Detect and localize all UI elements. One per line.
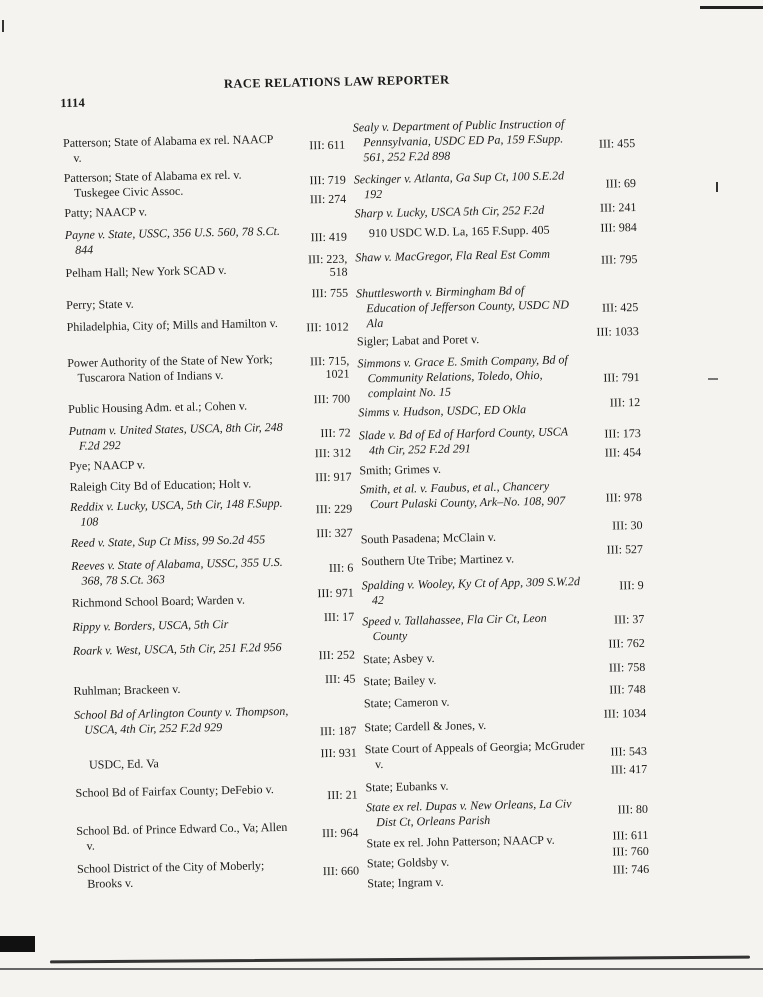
entry-citation: III: 1012 — [306, 319, 349, 335]
entry-name: Pye; NAACP v. — [69, 457, 146, 473]
scan-speck — [2, 20, 4, 32]
entry-name: Power Authority of the State of New York; Tuscarora Nation of Indians v. — [67, 352, 273, 385]
scan-speck — [708, 378, 718, 380]
entry-name: Patterson; State of Alabama ex rel. NAACP v. — [62, 131, 274, 165]
entry-citation: III: 419 — [310, 229, 348, 245]
entry-citation: III: 21 — [327, 787, 358, 803]
entry-citation: III: 417 — [610, 761, 648, 777]
index-entry — [364, 705, 647, 735]
entry-citation: III: 6 — [328, 560, 354, 575]
index-entry — [354, 201, 636, 221]
entry-citation: III: 984 — [600, 220, 637, 235]
index-entry — [67, 351, 350, 386]
entry-citation: III: 45 — [324, 671, 356, 687]
entry-citation: III: 12 — [609, 394, 641, 410]
index-entry — [360, 517, 643, 547]
entry-name: Perry; State v. — [66, 296, 134, 312]
page-number: 1114 — [60, 95, 86, 111]
entry-citation: III: 758 — [608, 659, 646, 675]
index-entry — [71, 554, 354, 589]
index-entry — [354, 167, 637, 202]
entry-citation: III: 719 — [309, 172, 346, 188]
index-entry — [353, 115, 636, 165]
entry-citation: III: 917 — [315, 469, 352, 485]
scan-edge-line-bottom-2 — [0, 968, 763, 970]
entry-name: Smith, et al. v. Faubus, et al., Chancery Court Pulaski County, Ark–No. 108, 907 — [359, 478, 566, 512]
entry-name: Raleigh City Bd of Education; Holt v. — [69, 476, 252, 494]
scan-speck — [716, 182, 718, 192]
entry-name: Shuttlesworth v. Birmingham Bd of Education of Jefferson County, USDC ND Ala — [355, 283, 570, 331]
index-entry — [65, 251, 348, 281]
index-entry — [75, 745, 357, 772]
index-entry — [65, 223, 348, 258]
index-entry — [63, 131, 346, 166]
entry-name: State ex rel. John Patterson; NAACP v. — [366, 832, 555, 851]
index-entry — [70, 495, 353, 530]
entry-name: Sigler; Labat and Poret v. — [356, 332, 480, 349]
entry-name: State; Goldsby v. — [366, 854, 450, 871]
entry-citation: III: 700 — [313, 391, 351, 407]
entry-name: Ruhlman; Brackeen v. — [73, 681, 181, 698]
entry-citation: III: 17 — [323, 609, 355, 625]
entry-name: Reeves v. State of Alabama, USSC, 355 U.S. 368, 78 S.Ct. 363 — [71, 554, 283, 588]
index-entry — [366, 843, 649, 871]
index-entry — [355, 221, 637, 241]
entry-name: Slade v. Bd of Ed of Harford County, USCA 4th Cir, 252 F.2d 291 — [358, 424, 568, 458]
entry-name: Rippy v. Borders, USCA, 5th Cir — [72, 616, 229, 634]
entry-name: Sealy v. Department of Public Instruction of Pennsylvania, USDC ED Pa, 159 F.Supp. 561, 252 F.2d 898 — [352, 116, 565, 165]
index-entry — [66, 285, 349, 313]
entry-citation: III: 425 — [601, 300, 639, 315]
entry-citation: III: 715, 1021 — [309, 353, 350, 382]
entry-citation: III: 72 — [320, 425, 351, 441]
index-entry — [69, 469, 352, 495]
index-entry — [64, 191, 347, 221]
entry-name: State; Asbey v. — [362, 650, 435, 667]
entry-citation: III: 543 — [610, 743, 648, 759]
entry-citation: III: 971 — [317, 585, 354, 601]
index-entry — [366, 795, 649, 830]
entry-citation: III: 755 — [311, 285, 349, 301]
entry-name: Simmons v. Grace E. Smith Company, Bd of Community Relations, Toledo, Ohio, complaint No. 15 — [357, 352, 568, 401]
index-entry — [365, 737, 648, 772]
entry-name: Patterson; State of Alabama ex rel. v. Tuskegee Civic Assoc. — [63, 167, 242, 200]
entry-name: Roark v. West, USCA, 5th Cir, 251 F.2d 956 — [72, 639, 282, 658]
entry-citation: III: 37 — [613, 611, 645, 627]
index-entry — [74, 703, 357, 738]
entry-citation: III: 187 — [319, 723, 357, 739]
entry-name: Smith; Grimes v. — [359, 461, 442, 478]
entry-citation: III: 9 — [619, 577, 644, 593]
index-entry — [357, 351, 640, 401]
entry-name: Pelham Hall; New York SCAD v. — [65, 262, 227, 280]
index-entry — [69, 445, 352, 474]
index-entry — [76, 818, 359, 853]
entry-name: Shaw v. MacGregor, Fla Real Est Comm — [355, 246, 551, 265]
index-entry — [356, 324, 639, 349]
entry-citation: III: 312 — [314, 445, 352, 461]
scan-edge-mark-left — [0, 936, 35, 952]
index-entry — [70, 525, 353, 551]
page-title: RACE RELATIONS LAW REPORTER — [223, 72, 450, 91]
entry-name: School Bd of Arlington County v. Thompson, USCA, 4th Cir, 252 F.2d 929 — [73, 703, 289, 737]
entry-name: Simms v. Hudson, USDC, ED Okla — [358, 402, 527, 420]
entry-name: State; Eubanks v. — [365, 778, 449, 795]
index-entry — [72, 609, 355, 635]
entry-name: Spalding v. Wooley, Ky Ct of App, 309 S.W.2d 42 — [361, 574, 581, 608]
entry-name: Richmond School Board; Warden v. — [71, 592, 246, 610]
entry-name: USDC, Ed. Va — [88, 756, 159, 772]
index-entry — [360, 477, 643, 512]
index-entry — [73, 671, 356, 699]
entry-name: Payne v. State, USSC, 356 U.S. 560, 78 S.Ct. 844 — [64, 223, 281, 257]
entry-citation: III: 1033 — [596, 324, 639, 339]
index-entry — [64, 166, 347, 201]
entry-name: Philadelphia, City of; Mills and Hamilton v. — [66, 315, 278, 334]
entry-citation: III: 611 — [612, 827, 649, 843]
entry-name: Public Housing Adm. et al.; Cohen v. — [68, 398, 248, 416]
entry-citation: III: 30 — [612, 517, 643, 533]
entry-citation: III: 978 — [605, 489, 643, 505]
index-entry — [359, 423, 642, 458]
index-entry — [362, 635, 645, 667]
entry-citation: III: 660 — [322, 863, 360, 879]
index-entry — [359, 444, 642, 478]
index-entry — [66, 315, 348, 335]
entry-citation: III: 229 — [315, 501, 353, 517]
index-entry — [362, 573, 645, 608]
right-index-column — [352, 115, 650, 891]
entry-citation: III: 454 — [604, 444, 642, 460]
entry-citation: III: 223, 518 — [307, 251, 348, 279]
index-entry — [355, 245, 637, 265]
index-entry — [72, 639, 356, 663]
entry-citation: III: 69 — [605, 176, 637, 191]
index-entry — [71, 585, 354, 611]
entry-citation: III: 795 — [600, 252, 638, 267]
index-entry — [75, 780, 358, 803]
index-entry — [358, 394, 641, 420]
entry-citation: III: 241 — [599, 200, 637, 215]
entry-name: Sharp v. Lucky, USCA 5th Cir, 252 F.2d — [354, 202, 545, 221]
entry-citation: III: 1034 — [603, 705, 647, 721]
entry-citation: III: 791 — [603, 369, 640, 385]
index-entry — [68, 391, 351, 417]
entry-name: State; Bailey v. — [363, 672, 437, 689]
entry-name: School District of the City of Moberly; Brooks v. — [76, 858, 265, 891]
entry-name: Patty; NAACP v. — [64, 204, 148, 221]
entry-name: Reed v. State, Sup Ct Miss, 99 So.2d 455 — [70, 532, 266, 550]
index-entry — [68, 419, 351, 454]
entry-citation: III: 252 — [318, 647, 356, 663]
entry-name: 910 USDC W.D. La, 165 F.Supp. 405 — [368, 222, 550, 241]
entry-name: School Bd of Fairfax County; DeFebio v. — [75, 782, 274, 800]
entry-name: Speed v. Tallahassee, Fla Cir Ct, Leon County — [362, 610, 547, 644]
index-entry — [362, 609, 645, 644]
entry-citation: III: 762 — [608, 635, 645, 651]
entry-name: Southern Ute Tribe; Martinez v. — [361, 551, 515, 569]
entry-citation: III: 748 — [609, 681, 646, 697]
entry-citation: III: 173 — [604, 425, 641, 441]
entry-name: State Court of Appeals of Georgia; McGruder v. — [364, 738, 585, 772]
entry-citation: III: 760 — [612, 843, 649, 859]
entry-name: South Pasadena; McClain v. — [360, 529, 497, 547]
entry-citation: III: 611 — [309, 137, 346, 153]
entry-citation: III: 931 — [320, 745, 357, 761]
entry-name: Reddix v. Lucky, USCA, 5th Cir, 148 F.Supp. 108 — [69, 495, 283, 529]
entry-name: Seckinger v. Atlanta, Ga Sup Ct, 100 S.E.2d 192 — [353, 168, 565, 202]
entry-citation: III: 964 — [321, 825, 359, 841]
entry-name: State ex rel. Dupas v. New Orleans, La Civ Dist Ct, Orleans Parish — [365, 796, 572, 830]
entry-name: State; Cameron v. — [363, 694, 450, 711]
left-index-column — [62, 121, 360, 891]
entry-name: State; Ingram v. — [367, 874, 444, 891]
entry-citation: III: 455 — [598, 136, 636, 151]
entry-name: Putnam v. United States, USCA, 8th Cir, 248 F.2d 292 — [68, 419, 283, 453]
entry-name: School Bd. of Prince Edward Co., Va; Allen v. — [76, 819, 288, 853]
entry-citation: III: 746 — [612, 861, 650, 877]
index-entry — [77, 856, 360, 891]
entry-name: State; Cardell & Jones, v. — [364, 718, 487, 735]
index-entry — [361, 541, 644, 569]
index-entry — [365, 761, 648, 795]
entry-citation: III: 80 — [617, 801, 649, 817]
entry-citation: III: 274 — [309, 191, 347, 207]
entry-citation: III: 327 — [316, 525, 353, 541]
entry-citation: III: 527 — [606, 541, 644, 557]
